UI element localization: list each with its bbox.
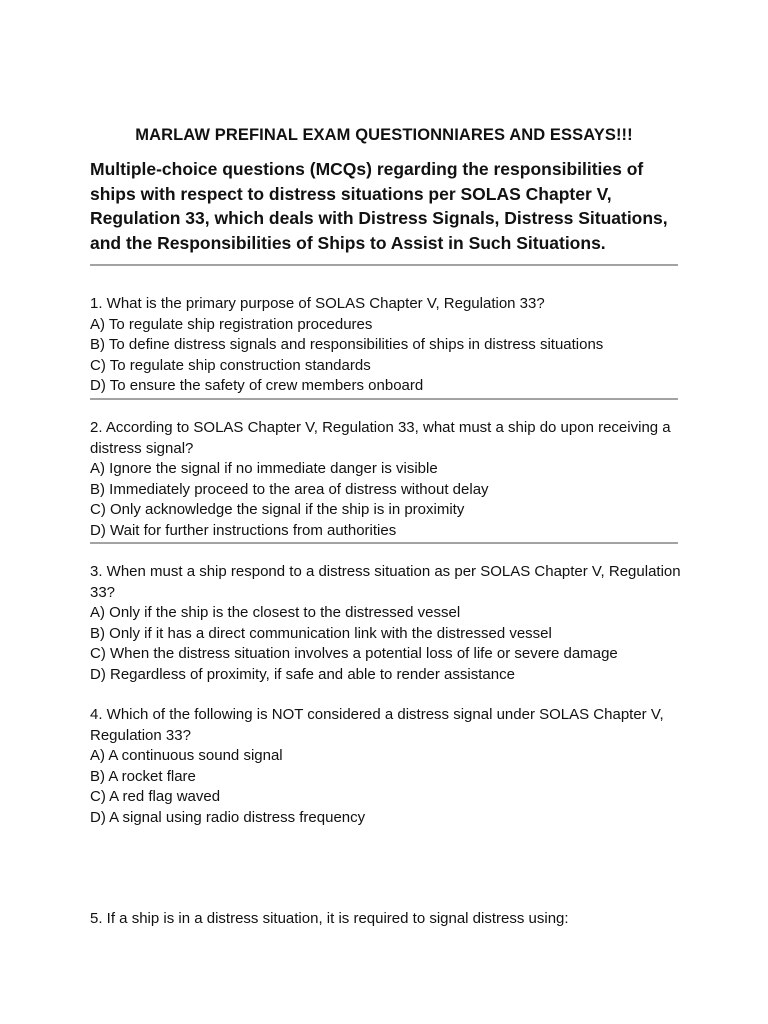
question-stem: 5. If a ship is in a distress situation, it is required to signal distress using: [90, 910, 569, 927]
question-4 [90, 705, 685, 829]
answer-option-b: B) A rocket flare [90, 767, 196, 785]
answer-option-a: A) To regulate ship registration procedures [90, 315, 373, 333]
divider-line [90, 542, 678, 544]
answer-option-d: D) To ensure the safety of crew members onboard [90, 377, 424, 395]
question-1 [90, 294, 685, 397]
answer-option-c: C) A red flag waved [90, 788, 221, 806]
answer-option-b: B) Immediately proceed to the area of distress without delay [90, 480, 489, 498]
intro-paragraph: Multiple-choice questions (MCQs) regarding the responsibilities of ships with respect to distress situations per SOLAS Chapter V, Regulation 33, which deals with Distress Signals, Distress Situations, and the Responsibilities of Ships to Assist in Such Situations. [90, 159, 668, 253]
answer-option-a: A) A continuous sound signal [90, 747, 283, 765]
question-stem: 2. According to SOLAS Chapter V, Regulation 33, what must a ship do upon receiving a distress signal? [90, 419, 671, 457]
divider-line [90, 398, 678, 400]
question-stem: 1. What is the primary purpose of SOLAS Chapter V, Regulation 33? [90, 295, 545, 312]
document-title: MARLAW PREFINAL EXAM QUESTIONNIARES AND ESSAYS!!! [135, 126, 633, 144]
answer-option-c: C) When the distress situation involves a potential loss of life or severe damage [90, 645, 618, 663]
divider-line [90, 264, 678, 266]
answer-option-a: A) Ignore the signal if no immediate danger is visible [90, 460, 438, 478]
answer-option-d: D) Wait for further instructions from authorities [90, 521, 397, 539]
answer-option-d: D) Regardless of proximity, if safe and able to render assistance [90, 665, 515, 683]
answer-option-c: C) To regulate ship construction standards [90, 356, 371, 374]
answer-option-c: C) Only acknowledge the signal if the ship is in proximity [90, 501, 465, 519]
question-3 [90, 562, 685, 686]
answer-option-a: A) Only if the ship is the closest to the distressed vessel [90, 604, 461, 622]
question-stem: 4. Which of the following is NOT considered a distress signal under SOLAS Chapter V, Regulation 33? [90, 706, 664, 744]
answer-option-b: B) Only if it has a direct communication link with the distressed vessel [90, 624, 552, 642]
question-stem: 3. When must a ship respond to a distress situation as per SOLAS Chapter V, Regulation 33? [90, 563, 681, 601]
answer-option-d: D) A signal using radio distress frequency [90, 808, 366, 826]
question-2 [90, 418, 685, 542]
question-5 [90, 909, 685, 930]
answer-option-b: B) To define distress signals and responsibilities of ships in distress situations [90, 336, 604, 354]
